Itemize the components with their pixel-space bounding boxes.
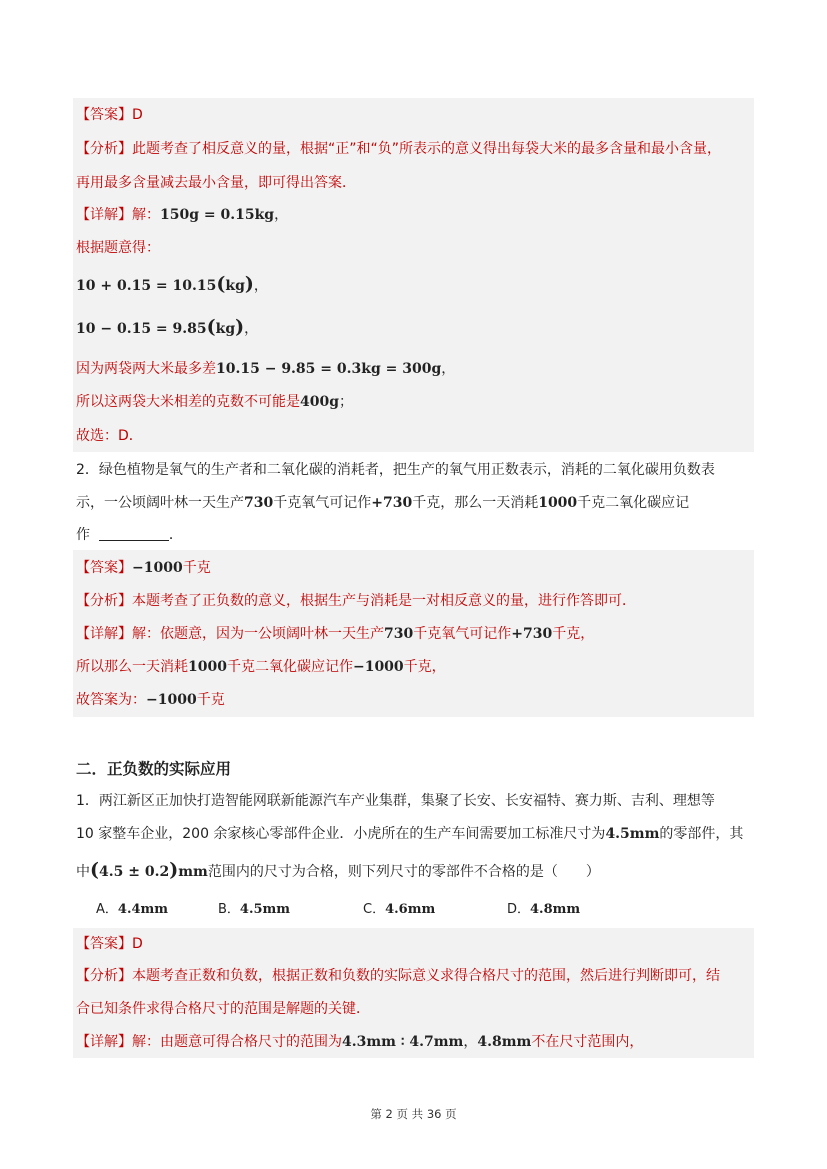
option-d[interactable] — [507, 900, 580, 920]
s2-q1-l2a: 10 家整车企业，200 余家核心零部件企业．小虎所在的生产车间需要加工标准尺寸为 — [76, 826, 606, 842]
option-b[interactable] — [218, 900, 290, 920]
answer-math-2: −1000 — [132, 560, 183, 576]
detail-line-b2-2 — [76, 657, 446, 677]
page-footer: 第 2 页 共 36 页 — [370, 1107, 457, 1121]
s2-q1-paren-close: ) — [169, 859, 179, 881]
b2-d1c: 千克氧气可记作 — [413, 626, 512, 642]
option-a-letter: A． — [96, 902, 118, 917]
q2-text-2a: 示，一公顷阔叶林一天生产 — [76, 495, 244, 511]
eq1-expr: 10 + 0.15 = 10.15 — [76, 278, 217, 294]
eq2-expr: 10 − 0.15 = 9.85 — [76, 321, 207, 337]
eq1-unit: kg — [225, 278, 245, 294]
so-math: 400g — [300, 394, 340, 410]
detail-math: 150g = 0.15kg — [160, 207, 275, 223]
analysis-text-b3-1: 本题考查正数和负数，根据正数和负数的实际意义求得合格尺寸的范围，然后进行判断即可，结 — [132, 968, 720, 984]
so-end: ； — [339, 394, 354, 410]
option-a[interactable] — [96, 900, 168, 920]
b2-d2c: 千克二氧化碳应记作 — [226, 659, 353, 675]
detail-tag: 【详解】 — [76, 207, 132, 223]
b3-de: 不在尺寸范围内， — [531, 1034, 644, 1050]
answer-line — [76, 105, 143, 125]
q2-text-2e: 千克，那么一天消耗 — [412, 495, 539, 511]
b2-d1d: +730 — [511, 626, 553, 642]
b2-d2d: −1000 — [352, 659, 404, 675]
analysis-tag-3: 【分析】 — [76, 968, 132, 984]
s2-q1-l1: 1．两江新区正加快打造智能网联新能源汽车产业集群，集聚了长安、长安福特、赛力斯、吉利、理想等 — [76, 793, 715, 809]
b2-d2b: 1000 — [188, 659, 227, 675]
detail-text: 解： — [132, 207, 160, 223]
q2-text-2g: 千克二氧化碳应记 — [577, 495, 690, 511]
eq1-paren-open: ( — [216, 273, 226, 295]
b2-d1e: 千克， — [552, 626, 595, 642]
analysis-text: 此题考查了相反意义的量，根据“正”和“负”所表示的意义得出每袋大米的最多含量和最小含量， — [132, 141, 722, 157]
b2-d3b: −1000 — [146, 692, 197, 708]
section2-q1-line-1 — [76, 791, 715, 811]
s2-q1-l3c: 范围内的尺寸为合格，则下列尺寸的零部件不合格的是（ ） — [207, 864, 600, 880]
option-c-value: 4.6mm — [385, 902, 436, 917]
analysis-tag-2: 【分析】 — [76, 593, 132, 609]
b2-d3c: 千克 — [196, 692, 225, 708]
because-line — [76, 359, 455, 379]
analysis-line-2 — [76, 173, 356, 193]
b3-dc: ， — [463, 1034, 478, 1050]
option-b-value: 4.5mm — [239, 902, 291, 917]
section2-q1-line-3 — [76, 860, 600, 882]
q2-text-2c: 千克氧气可记作 — [273, 495, 372, 511]
detail-line-b2-1 — [76, 624, 594, 644]
basis-line — [76, 238, 160, 258]
detail-punct: ， — [274, 207, 289, 223]
q2-text-1: 2．绿色植物是氧气的生产者和二氧化碳的消耗者，把生产的氧气用正数表示，消耗的二氧化碳用负数表 — [76, 462, 715, 478]
detail-line-b2-3 — [76, 690, 225, 710]
eq1-end: ， — [253, 278, 268, 294]
eq1-paren-close: ) — [244, 273, 254, 295]
answer-line-3 — [76, 934, 143, 954]
q2-num-730: 730 — [244, 495, 274, 511]
s2-q1-l3a: 中 — [76, 864, 90, 880]
answer-tag-3: 【答案】 — [76, 936, 132, 952]
question-2-line-3 — [76, 525, 183, 545]
eq2-unit: kg — [215, 321, 236, 337]
answer-tag: 【答案】 — [76, 107, 132, 123]
detail-tag-3: 【详解】 — [76, 1034, 132, 1050]
analysis-text-2: 再用最多含量减去最小含量，即可得出答案． — [76, 175, 356, 191]
b2-d2a: 所以那么一天消耗 — [76, 659, 188, 675]
eq2-paren-open: ( — [206, 316, 216, 338]
choose-line — [76, 426, 143, 446]
eq2-end: ， — [244, 321, 259, 337]
b3-db: 4.3mm ∶ 4.7mm — [342, 1034, 464, 1050]
because-end: ， — [441, 361, 456, 377]
detail-tag-2: 【详解】 — [76, 626, 132, 642]
b2-d1a: 解：依题意，因为一公顷阔叶林一天生产 — [132, 626, 384, 642]
option-c[interactable] — [363, 900, 435, 920]
option-a-value: 4.4mm — [117, 902, 169, 917]
answer-blank — [99, 526, 169, 541]
equation-1 — [76, 274, 268, 296]
analysis-tag: 【分析】 — [76, 141, 132, 157]
choose-text: 故选：D． — [76, 428, 143, 444]
q2-text-3end: ． — [168, 527, 183, 543]
section-heading: 二．正负数的实际应用 — [76, 760, 232, 778]
option-d-letter: D． — [507, 902, 531, 917]
q2-num-plus730: +730 — [371, 495, 413, 511]
s2-q1-paren-open: ( — [90, 859, 99, 881]
so-text: 所以这两袋大米相差的克数不可能是 — [76, 394, 300, 410]
answer-value: D — [132, 107, 143, 123]
because-math: 10.15 − 9.85 = 0.3kg = 300g — [216, 361, 442, 377]
b2-d3a: 故答案为： — [76, 692, 146, 708]
b2-d2e: 千克， — [403, 659, 446, 675]
q2-num-1000: 1000 — [538, 495, 578, 511]
b2-d1b: 730 — [384, 626, 414, 642]
option-d-value: 4.8mm — [530, 902, 581, 917]
so-line — [76, 392, 353, 412]
analysis-line — [76, 139, 721, 159]
analysis-text-b2: 本题考查了正负数的意义，根据生产与消耗是一对相反意义的量，进行作答即可． — [132, 593, 636, 609]
detail-line — [76, 205, 288, 225]
s2-q1-l2c: 的零部件，其 — [659, 826, 744, 842]
eq2-paren-close: ) — [235, 316, 245, 338]
section2-q1-line-2 — [76, 824, 743, 844]
equation-2 — [76, 317, 258, 339]
analysis-line-b2 — [76, 591, 636, 611]
answer-tag-2: 【答案】 — [76, 560, 132, 576]
q2-text-3a: 作 — [76, 527, 90, 543]
option-b-letter: B． — [218, 902, 240, 917]
s2-q1-math: 4.5 ± 0.2 — [99, 864, 170, 880]
option-c-letter: C． — [363, 902, 386, 917]
answer-line-2 — [76, 558, 211, 578]
question-2-line-2 — [76, 493, 689, 513]
answer-value-3: D — [132, 936, 143, 952]
s2-q1-unit: mm — [178, 864, 208, 880]
basis-text: 根据题意得： — [76, 240, 160, 256]
analysis-text-b3-2: 合已知条件求得合格尺寸的范围是解题的关键． — [76, 1001, 370, 1017]
answer-unit-2: 千克 — [182, 560, 211, 576]
b3-dd: 4.8mm — [477, 1034, 532, 1050]
question-2-line-1 — [76, 460, 715, 480]
analysis-line-b3-2 — [76, 999, 370, 1019]
s2-q1-l2b: 4.5mm — [605, 826, 660, 842]
because-text: 因为两袋两大米最多差 — [76, 361, 216, 377]
b3-da: 解：由题意可得合格尺寸的范围为 — [132, 1034, 342, 1050]
detail-line-b3 — [76, 1032, 643, 1052]
analysis-line-b3-1 — [76, 966, 720, 986]
